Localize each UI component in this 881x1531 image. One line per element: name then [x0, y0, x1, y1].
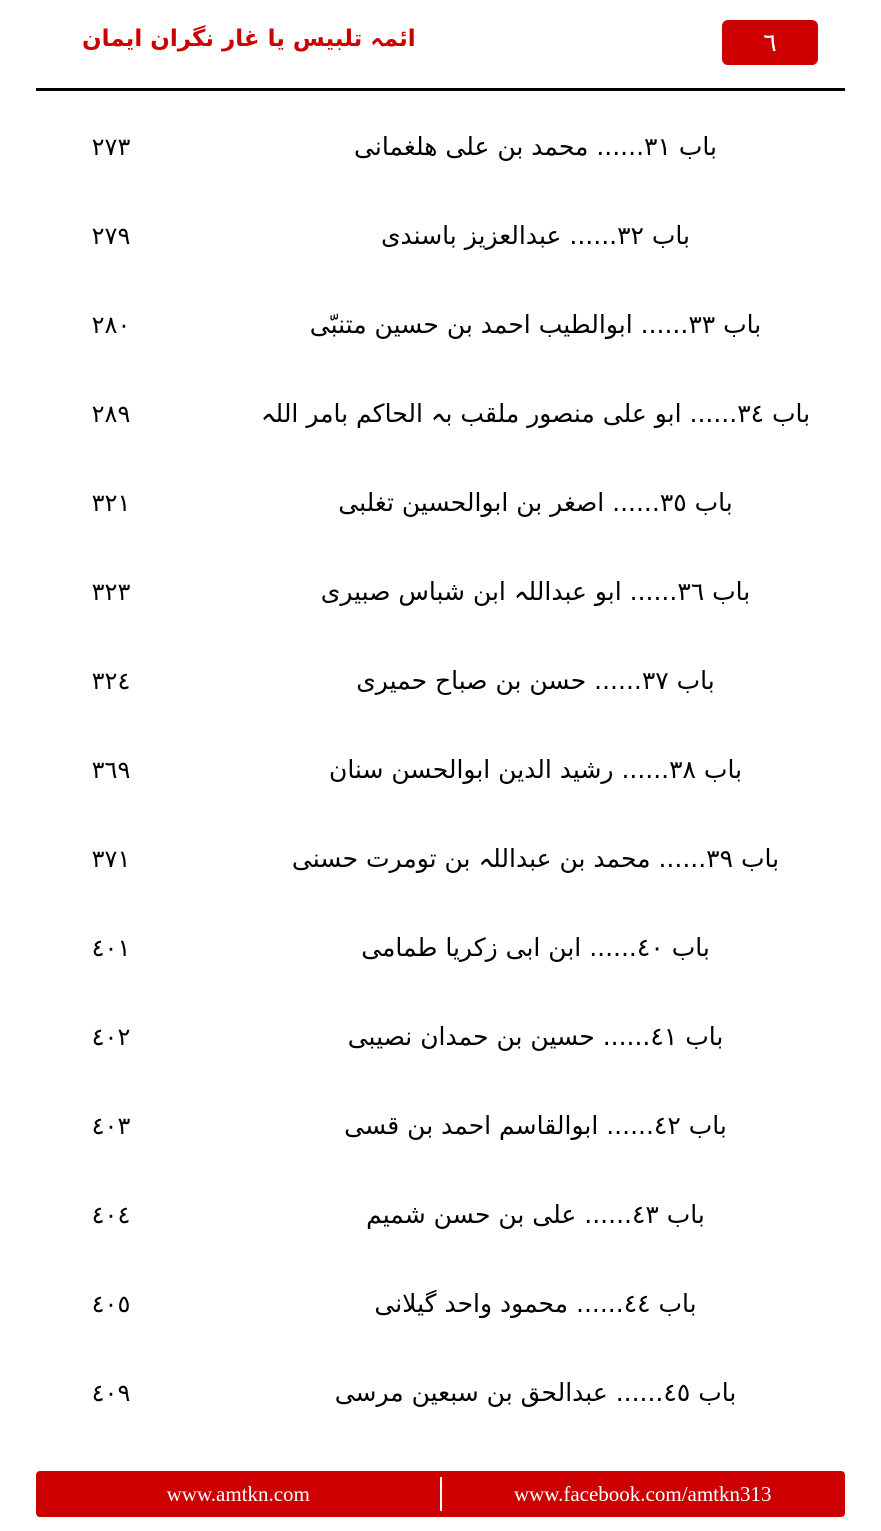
- toc-chapter-label: باب ٤٠: [636, 933, 710, 962]
- toc-entry-title: [186, 221, 845, 250]
- toc-entry-title: [186, 1111, 845, 1140]
- toc-entry-page-number: ٣٦٩: [91, 755, 131, 784]
- toc-entry-page-number: ٤٠٣: [91, 1111, 131, 1140]
- toc-row[interactable]: [36, 992, 845, 1081]
- toc-leader-dots: ......: [606, 1111, 654, 1140]
- toc-leader-dots: ......: [602, 1022, 651, 1051]
- toc-chapter-label: باب ٤٥: [663, 1378, 737, 1407]
- toc-leader-dots: ......: [569, 221, 618, 250]
- toc-entry-name: محمد بن عبداللہ بن تومرت حسنی: [291, 844, 651, 873]
- page-header: [0, 0, 881, 78]
- toc-chapter-label: باب ٣١: [644, 132, 717, 161]
- toc-entry-name: ابوالقاسم احمد بن قسی: [344, 1111, 599, 1140]
- toc-entry-page-number: ٢٨٩: [91, 399, 131, 428]
- toc-chapter-label: باب ٤٢: [653, 1111, 727, 1140]
- toc-entry-name: ابو علی منصور ملقب بہ الحاکم بامر اللہ: [260, 399, 682, 428]
- toc-entry-title: [186, 933, 845, 962]
- toc-leader-dots: ......: [612, 488, 660, 517]
- toc-entry-name: رشید الدین ابوالحسن سنان: [328, 755, 614, 784]
- toc-chapter-label: باب ٣٩: [706, 844, 780, 873]
- toc-chapter-label: باب ٤١: [650, 1022, 724, 1051]
- toc-row[interactable]: [36, 191, 845, 280]
- toc-entry-page-number: ٢٨٠: [91, 310, 131, 339]
- toc-entry-name: حسین بن حمدان نصیبی: [347, 1022, 595, 1051]
- page-number-badge: ٦: [722, 20, 818, 65]
- toc-entry-title: [186, 1022, 845, 1051]
- toc-entry-title: [186, 666, 845, 695]
- toc-leader-dots: ......: [640, 310, 689, 339]
- footer-facebook-link[interactable]: www.facebook.com/amtkn313: [513, 1481, 772, 1506]
- toc-leader-dots: ......: [589, 933, 637, 962]
- toc-leader-dots: ......: [629, 577, 678, 606]
- toc-entry-page-number: ٢٧٩: [91, 221, 131, 250]
- toc-entry-title: [186, 310, 845, 339]
- toc-entry-title: [186, 488, 845, 517]
- toc-entry-name: عبدالحق بن سبعین مرسی: [334, 1378, 608, 1407]
- toc-leader-dots: ......: [596, 132, 645, 161]
- toc-leader-dots: ......: [689, 399, 738, 428]
- toc-leader-dots: ......: [594, 666, 642, 695]
- book-title: ائمہ تلبیس یا غار نگران ایمان: [82, 26, 416, 52]
- toc-leader-dots: ......: [576, 1289, 624, 1318]
- toc-entry-page-number: ٣٢٤: [91, 666, 131, 695]
- toc-row[interactable]: [36, 1081, 845, 1170]
- toc-chapter-label: باب ٤٣: [631, 1200, 705, 1229]
- toc-entry-title: [186, 399, 845, 428]
- toc-chapter-label: باب ٤٤: [623, 1289, 697, 1318]
- toc-entry-title: [186, 1378, 845, 1407]
- toc-entry-title: [186, 577, 845, 606]
- page-footer: [36, 1471, 845, 1517]
- toc-leader-dots: ......: [621, 755, 670, 784]
- toc-entry-name: حسن بن صباح حمیری: [356, 666, 587, 695]
- toc-entry-title: [186, 132, 845, 161]
- toc-row[interactable]: [36, 458, 845, 547]
- toc-entry-title: [186, 1200, 845, 1229]
- toc-entry-page-number: ٤٠١: [91, 933, 131, 962]
- toc-entry-title: [186, 844, 845, 873]
- toc-entry-name: محمود واحد گیلانی: [374, 1289, 569, 1318]
- footer-website-link[interactable]: www.amtkn.com: [166, 1481, 310, 1506]
- toc-row[interactable]: [36, 1259, 845, 1348]
- toc-row[interactable]: [36, 280, 845, 369]
- toc-row[interactable]: [36, 369, 845, 458]
- toc-entry-name: ابوالطیب احمد بن حسین متنبّی: [309, 310, 633, 339]
- toc-chapter-label: باب ٣٨: [669, 755, 743, 784]
- toc-entry-page-number: ٣٢١: [91, 488, 131, 517]
- toc-leader-dots: ......: [615, 1378, 664, 1407]
- toc-entry-title: [186, 755, 845, 784]
- toc-row[interactable]: [36, 814, 845, 903]
- toc-row[interactable]: [36, 1170, 845, 1259]
- toc-chapter-label: باب ٣٢: [617, 221, 691, 250]
- toc-leader-dots: ......: [658, 844, 707, 873]
- toc-entry-title: [186, 1289, 845, 1318]
- toc-entry-name: ابن ابی زکریا طمامی: [361, 933, 582, 962]
- toc-entry-page-number: ٤٠٤: [91, 1200, 131, 1229]
- toc-entry-page-number: ٢٧٣: [91, 132, 131, 161]
- toc-chapter-label: باب ٣٥: [659, 488, 733, 517]
- toc-entry-page-number: ٣٧١: [91, 844, 131, 873]
- toc-entry-name: محمد بن علی ھلغمانی: [354, 132, 589, 161]
- toc-entry-name: علی بن حسن شمیم: [366, 1200, 577, 1229]
- toc-entry-page-number: ٤٠٢: [91, 1022, 131, 1051]
- toc-entry-name: عبدالعزیز باسندی: [380, 221, 562, 250]
- toc-entry-page-number: ٤٠٥: [91, 1289, 131, 1318]
- toc-row[interactable]: [36, 725, 845, 814]
- toc-row[interactable]: [36, 102, 845, 191]
- toc-chapter-label: باب ٣٧: [641, 666, 715, 695]
- toc-chapter-label: باب ٣٣: [688, 310, 762, 339]
- footer-divider: [440, 1477, 442, 1511]
- toc-row[interactable]: [36, 636, 845, 725]
- toc-row[interactable]: [36, 903, 845, 992]
- header-divider: [36, 88, 845, 91]
- toc-entry-page-number: ٣٢٣: [91, 577, 131, 606]
- toc-row[interactable]: [36, 1348, 845, 1437]
- toc-entry-page-number: ٤٠٩: [91, 1378, 131, 1407]
- toc-row[interactable]: [36, 547, 845, 636]
- toc-entry-name: اصغر بن ابوالحسین تغلبی: [338, 488, 605, 517]
- toc-entry-name: ابو عبداللہ ابن شباس صبیری: [320, 577, 622, 606]
- toc-chapter-label: باب ٣٤: [737, 399, 811, 428]
- table-of-contents: [36, 102, 845, 1471]
- toc-chapter-label: باب ٣٦: [677, 577, 751, 606]
- toc-leader-dots: ......: [584, 1200, 632, 1229]
